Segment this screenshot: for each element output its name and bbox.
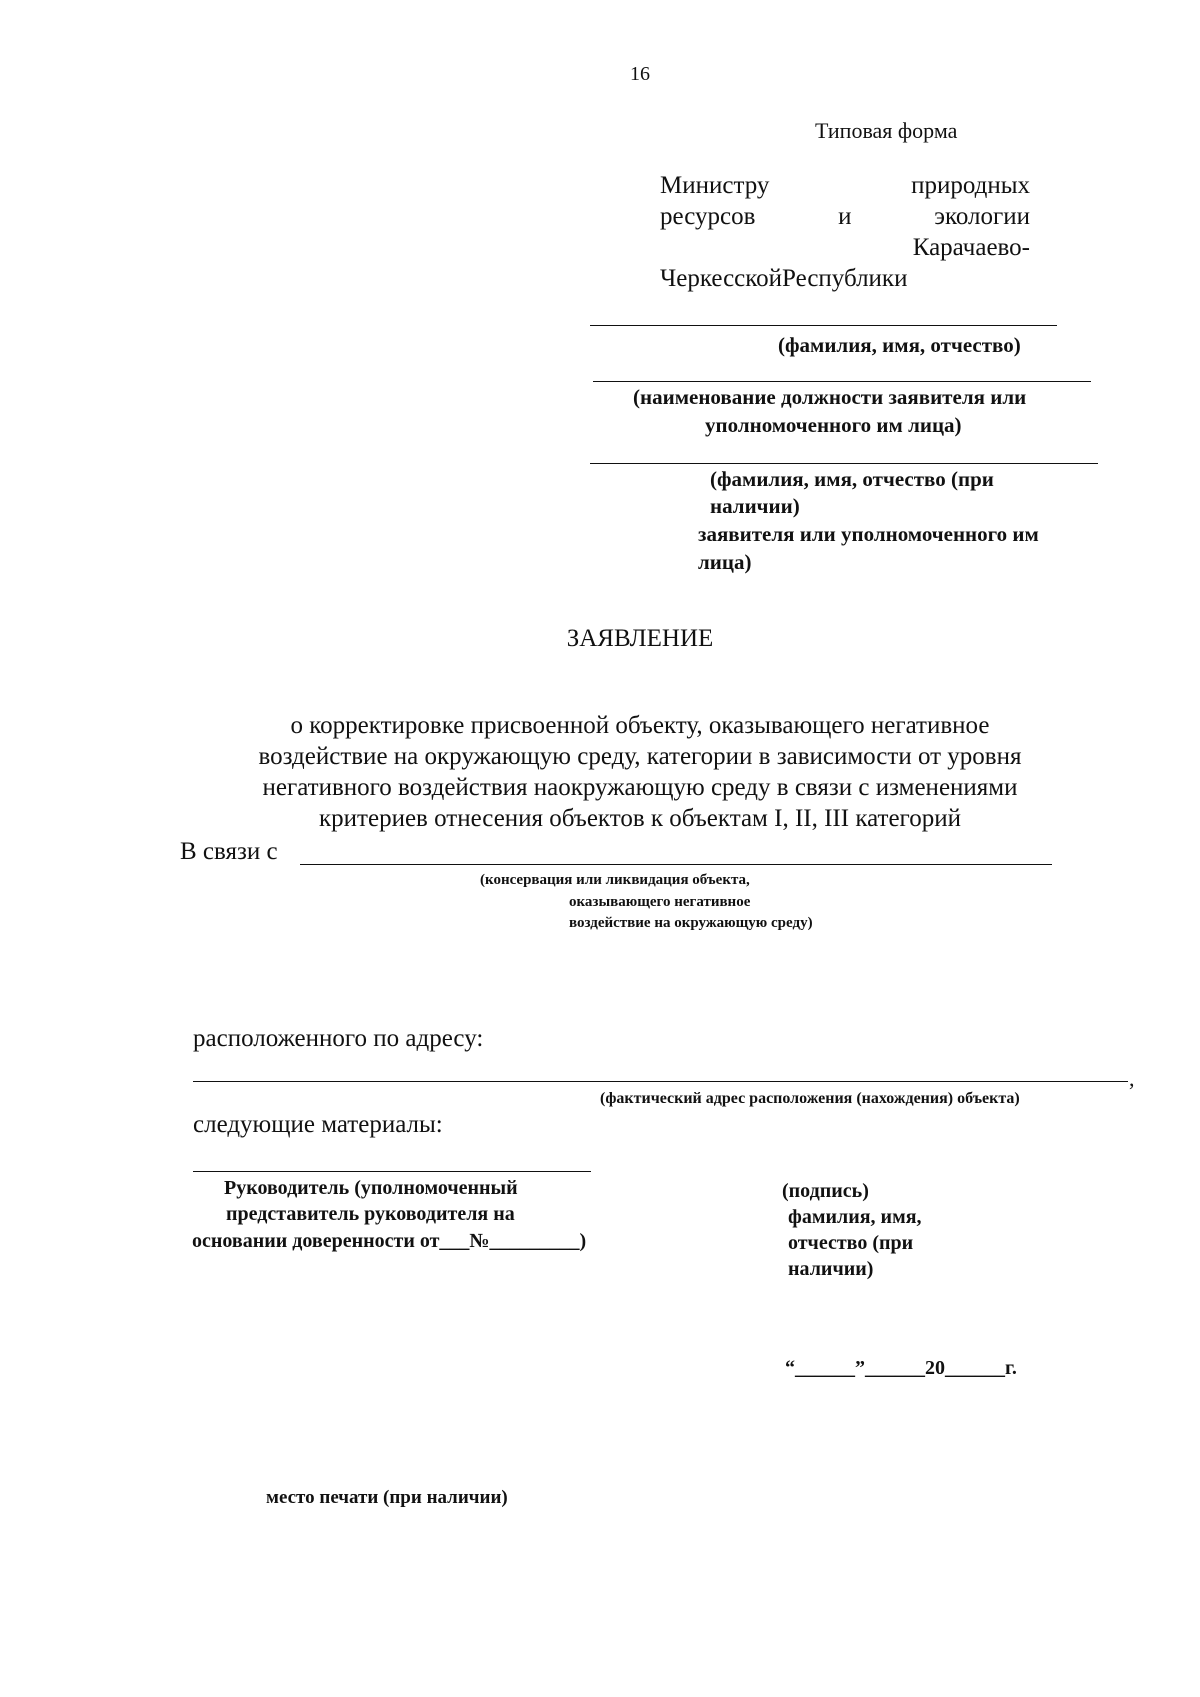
materials-underline[interactable] bbox=[193, 1171, 591, 1172]
addressee-resources: ресурсов bbox=[660, 203, 756, 230]
reason-hint-1: (консервация или ликвидация объекта, bbox=[480, 872, 750, 888]
address-comma: , bbox=[1129, 1066, 1135, 1091]
addressee-ministry: Министру bbox=[660, 172, 770, 199]
reason-prefix: В связи с bbox=[180, 838, 278, 865]
applicant-fio-3: заявителя или уполномоченного им bbox=[698, 522, 1039, 546]
addressee-row-2 bbox=[660, 201, 1030, 232]
signature-sign-1: (подпись) bbox=[782, 1180, 869, 1202]
address-underline[interactable] bbox=[193, 1081, 1128, 1082]
subtitle-line-3: негативного воздействия наокружающую среду в связи с изменениями bbox=[262, 774, 1018, 801]
materials-label: следующие материалы: bbox=[193, 1111, 443, 1138]
address-hint: (фактический адрес расположения (нахождения) объекта) bbox=[600, 1090, 1020, 1107]
signature-role-2: представитель руководителя на bbox=[226, 1203, 515, 1225]
date-line[interactable]: “______”______20______г. bbox=[785, 1357, 1017, 1379]
applicant-fio-4: лица) bbox=[698, 550, 752, 574]
addressee-row-3: Карачаево- bbox=[912, 234, 1030, 261]
addressee-and: и bbox=[838, 203, 852, 230]
applicant-fio-1: (фамилия, имя, отчество (при bbox=[710, 467, 994, 491]
form-label: Типовая форма bbox=[815, 118, 958, 143]
position-underline[interactable] bbox=[593, 381, 1091, 382]
fio-underline[interactable] bbox=[590, 325, 1057, 326]
address-label: расположенного по адресу: bbox=[193, 1025, 484, 1052]
addressee-row-4: ЧеркесскойРеспублики bbox=[660, 265, 908, 292]
signature-sign-4: наличии) bbox=[788, 1258, 874, 1280]
subtitle-line-4: критериев отнесения объектов к объектам I, II, III категорий bbox=[319, 805, 961, 832]
position-label-2: уполномоченного им лица) bbox=[705, 413, 962, 437]
signature-role-1: Руководитель (уполномоченный bbox=[224, 1177, 518, 1199]
reason-hint-3: воздействие на окружающую среду) bbox=[569, 915, 813, 931]
addressee-block bbox=[660, 170, 1030, 294]
position-label-1: (наименование должности заявителя или bbox=[633, 385, 1027, 409]
reason-underline[interactable] bbox=[300, 864, 1052, 865]
addressee-ecology: экологии bbox=[934, 203, 1030, 230]
subtitle-line-2: воздействие на окружающую среду, категории в зависимости от уровня bbox=[258, 743, 1022, 770]
document-title: ЗАЯВЛЕНИЕ bbox=[566, 625, 714, 652]
reason-hint-2: оказывающего негативное bbox=[569, 894, 751, 910]
stamp-label: место печати (при наличии) bbox=[266, 1487, 508, 1508]
page-number: 16 bbox=[630, 63, 650, 85]
addressee-row-1 bbox=[660, 170, 1030, 201]
fio-label: (фамилия, имя, отчество) bbox=[778, 333, 1021, 357]
signature-sign-2: фамилия, имя, bbox=[788, 1206, 922, 1228]
signature-sign-3: отчество (при bbox=[788, 1232, 914, 1254]
applicant-fio-2: наличии) bbox=[710, 494, 800, 518]
signature-role-3: основании доверенности от___№_________) bbox=[192, 1230, 587, 1252]
subtitle-line-1: о корректировке присвоенной объекту, оказывающего негативное bbox=[290, 712, 990, 739]
applicant-fio-underline[interactable] bbox=[590, 463, 1098, 464]
document-subtitle bbox=[150, 710, 1130, 834]
addressee-natural: природных bbox=[911, 172, 1030, 199]
